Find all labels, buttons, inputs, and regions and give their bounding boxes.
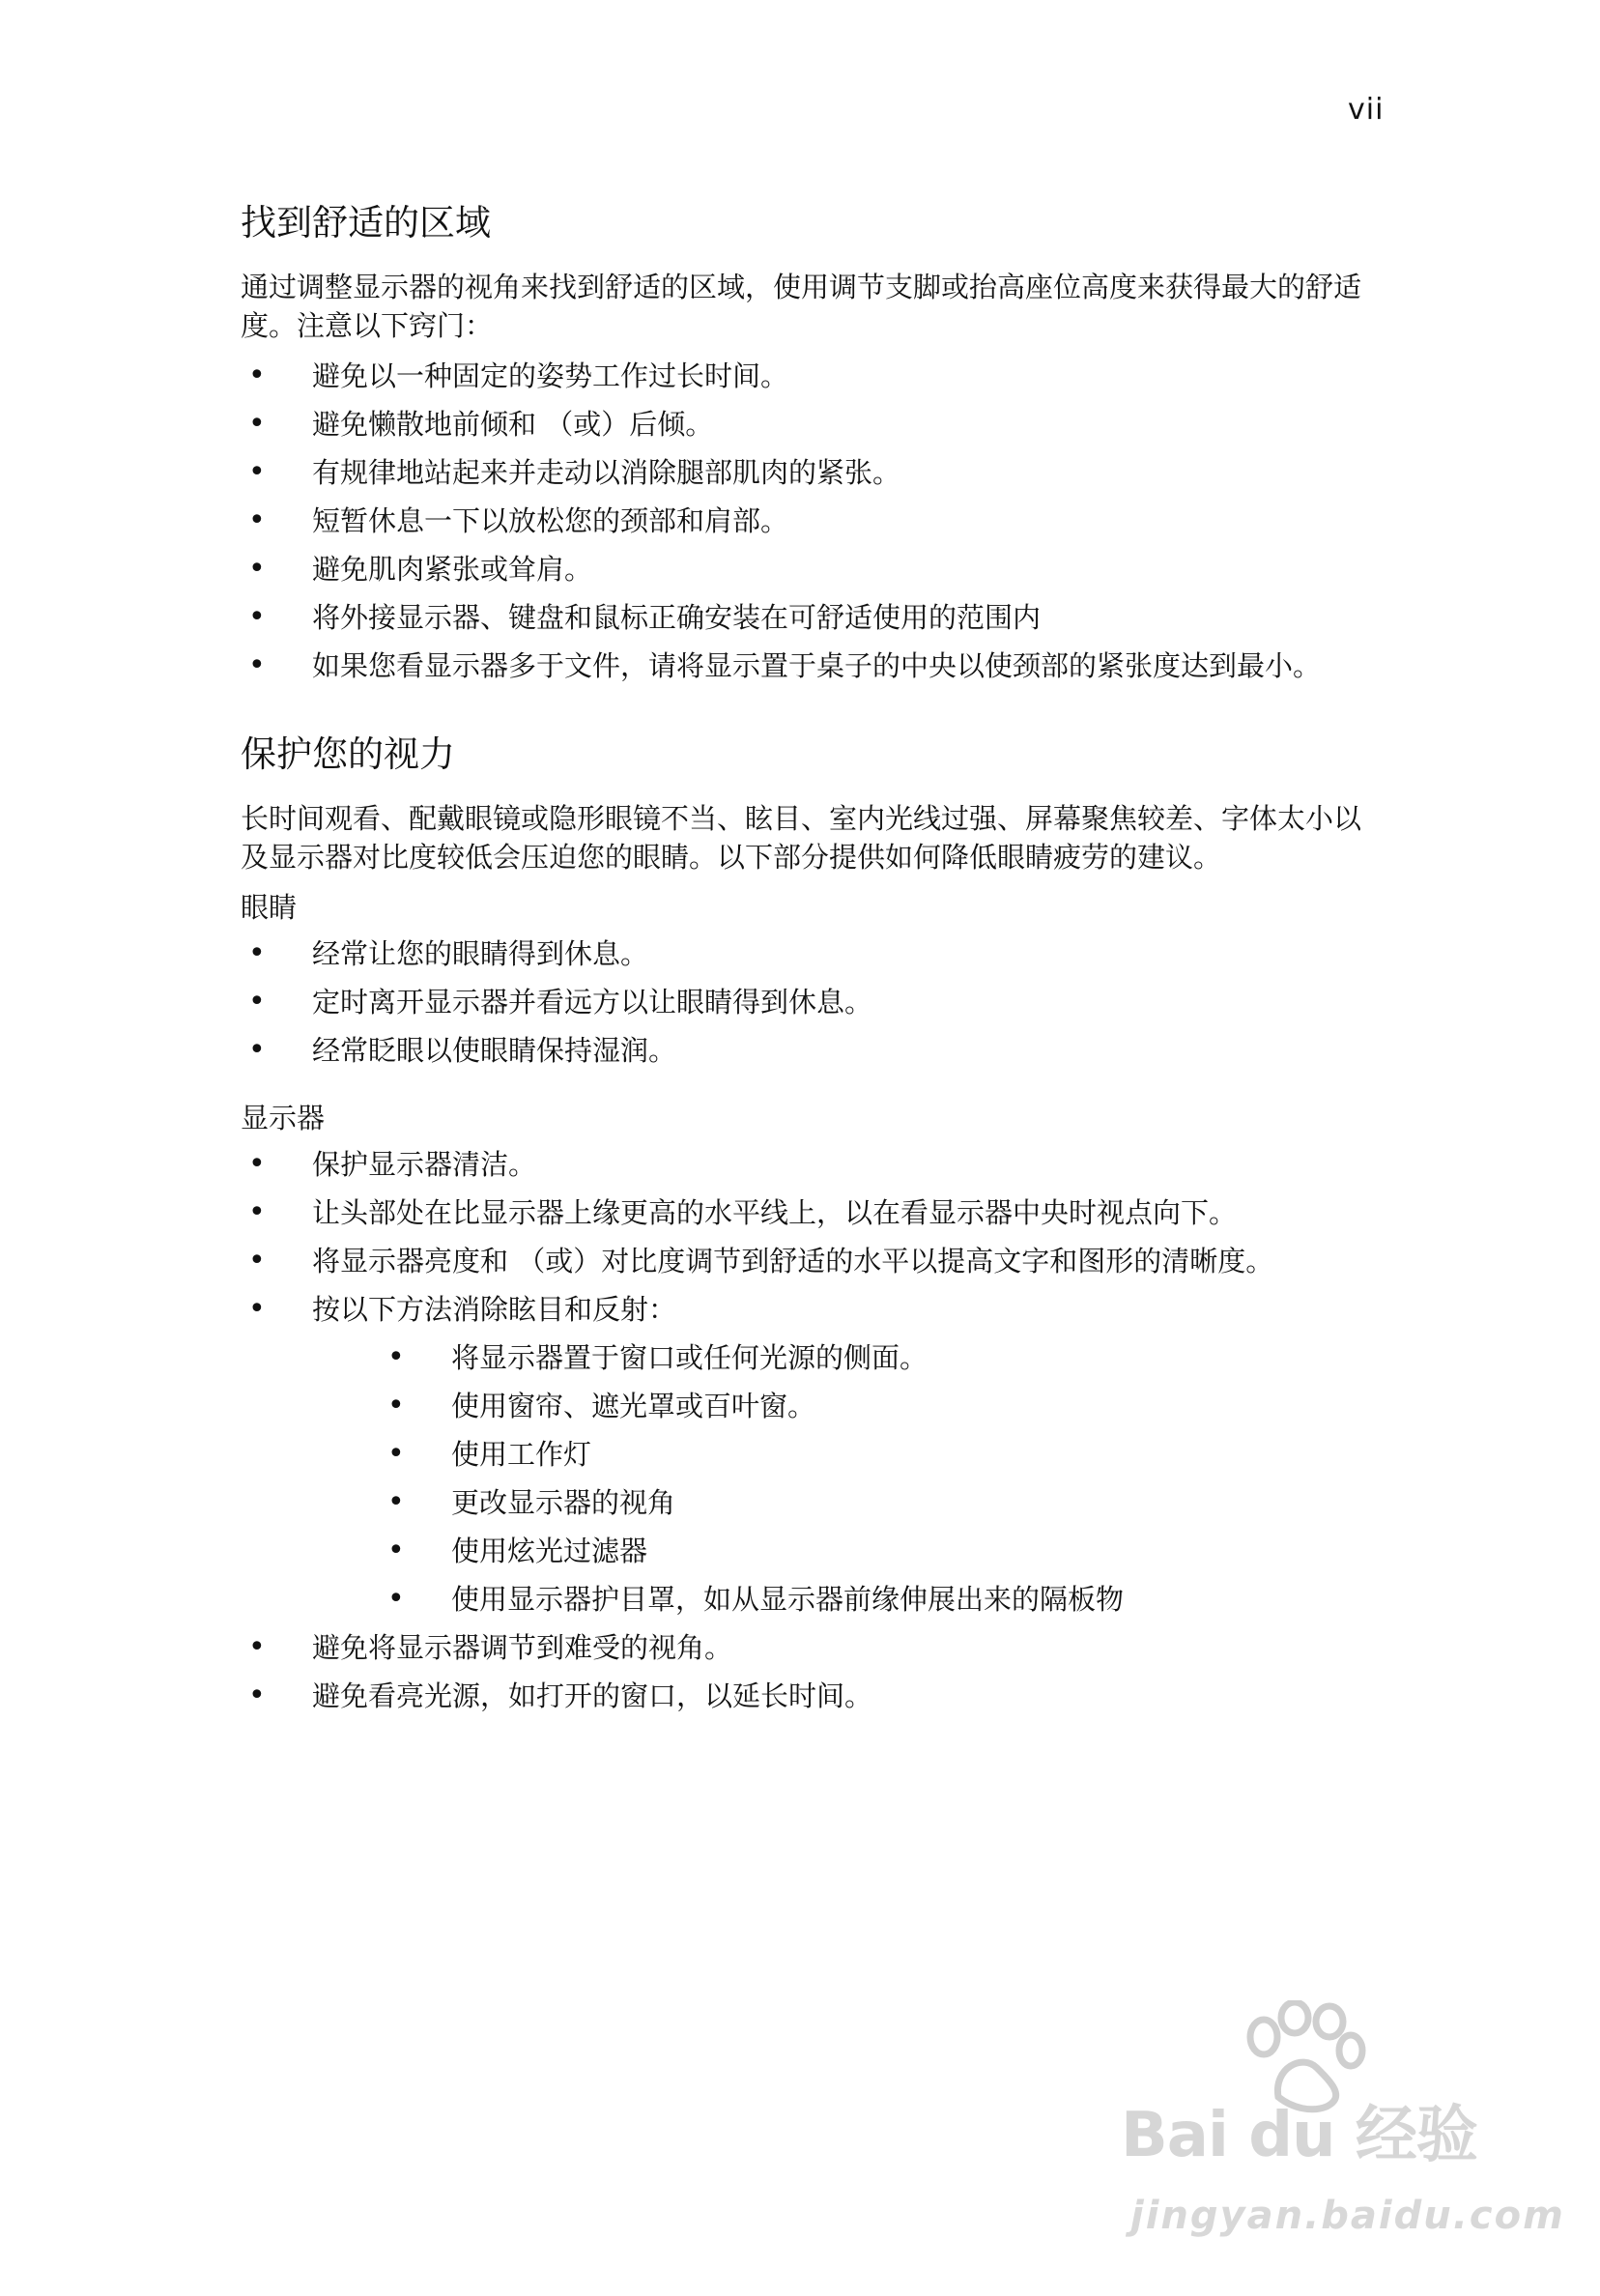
list-item: • 保护显示器清洁。 [241, 1145, 1381, 1184]
sub-list-item: • 使用显示器护目罩，如从显示器前缘伸展出来的隔板物 [312, 1580, 1381, 1619]
list-item: • 经常让您的眼睛得到休息。 [241, 934, 1381, 973]
list-item: • 避免将显示器调节到难受的视角。 [241, 1628, 1381, 1667]
eyes-list [241, 934, 1381, 1070]
sub-list-item: • 更改显示器的视角 [312, 1483, 1381, 1522]
glare-methods-list [312, 1338, 1381, 1619]
list-item: • 避免肌肉紧张或耸肩。 [241, 550, 1381, 588]
comfort-zone-list [241, 357, 1381, 685]
list-item: • 有规律地站起来并走动以消除腿部肌肉的紧张。 [241, 453, 1381, 492]
section-title-comfort-zone: 找到舒适的区域 [241, 202, 491, 244]
list-item: • 避免以一种固定的姿势工作过长时间。 [241, 357, 1381, 395]
page-number: vii [1348, 93, 1385, 127]
list-item: • 避免懒散地前倾和 （或）后倾。 [241, 405, 1381, 444]
list-item [241, 1290, 1381, 1619]
display-list [241, 1145, 1381, 1715]
list-item: • 经常眨眼以使眼睛保持湿润。 [241, 1031, 1381, 1070]
subsection-title-eyes: 眼睛 [241, 891, 298, 924]
sub-list-item: • 使用炫光过滤器 [312, 1532, 1381, 1570]
watermark-url-text: jingyan.baidu.com [1130, 2194, 1565, 2238]
document-content [241, 200, 1381, 1725]
list-item: • 定时离开显示器并看远方以让眼睛得到休息。 [241, 983, 1381, 1021]
section-title-protect-vision: 保护您的视力 [241, 733, 455, 775]
list-item: • 将显示器亮度和 （或）对比度调节到舒适的水平以提高文字和图形的清晰度。 [241, 1242, 1381, 1280]
subsection-spacer [241, 1079, 1381, 1099]
sub-list-item: • 将显示器置于窗口或任何光源的侧面。 [312, 1338, 1381, 1377]
list-item: • 让头部处在比显示器上缘更高的水平线上，以在看显示器中央时视点向下。 [241, 1193, 1381, 1232]
watermark-logo-text: Bai du 经验 [1121, 2100, 1477, 2171]
section-spacer [241, 695, 1381, 732]
subsection-title-display: 显示器 [241, 1102, 326, 1134]
protect-vision-intro: 长时间观看、配戴眼镜或隐形眼镜不当、眩目、室内光线过强、屏幕聚焦较差、字体太小以及显示器对比度较低会压迫您的眼睛。以下部分提供如何降低眼睛疲劳的建议。 [241, 802, 1362, 874]
list-item: • 如果您看显示器多于文件，请将显示置于桌子的中央以使颈部的紧张度达到最小。 [241, 646, 1381, 685]
baidu-jingyan-watermark [1121, 2000, 1565, 2290]
sub-list-item: • 使用窗帘、遮光罩或百叶窗。 [312, 1387, 1381, 1425]
list-item: • 避免看亮光源，如打开的窗口，以延长时间。 [241, 1677, 1381, 1715]
list-item: • 将外接显示器、键盘和鼠标正确安装在可舒适使用的范围内 [241, 598, 1381, 637]
list-item-text: 按以下方法消除眩目和反射： [312, 1293, 677, 1326]
sub-list-item: • 使用工作灯 [312, 1435, 1381, 1474]
comfort-zone-intro: 通过调整显示器的视角来找到舒适的区域，使用调节支脚或抬高座位高度来获得最大的舒适度。注意以下窍门： [241, 271, 1362, 342]
list-item: • 短暂休息一下以放松您的颈部和肩部。 [241, 502, 1381, 540]
